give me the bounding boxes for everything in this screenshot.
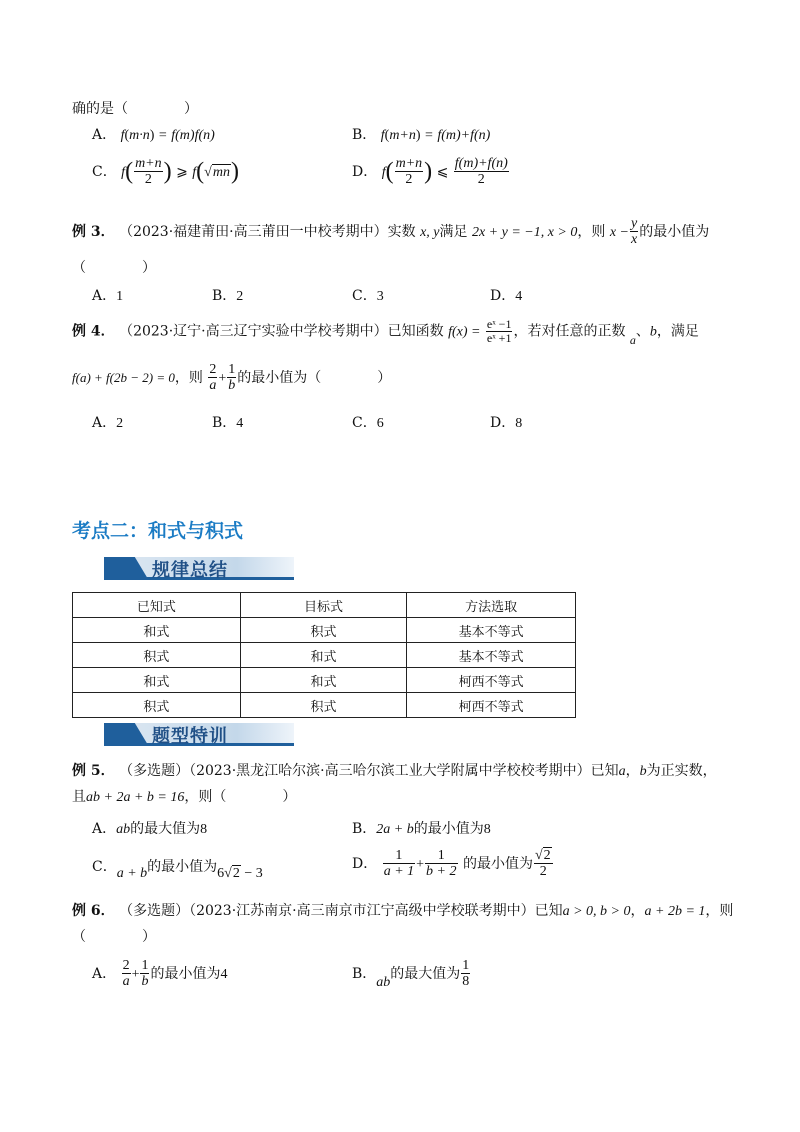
example-tag: 例 4． — [72, 323, 115, 340]
math-condition: a + 2b = 1 — [644, 904, 706, 919]
ex5-option-b: B．2a + b的最小值为8 — [352, 821, 491, 837]
option-a: A． f(m·n) = f(m)f(n) — [92, 127, 215, 143]
math-expr: x − — [609, 224, 630, 240]
example-source: （多选题）（2023·江苏南京·高三南京市江宁高级中学校联考期中）已知 — [119, 903, 563, 919]
option-label: C． — [92, 163, 117, 180]
math-func: f(x) = — [448, 324, 481, 340]
radicand: mn — [212, 164, 230, 180]
math-fn: f — [380, 128, 385, 143]
example-tag: 例 3． — [72, 223, 115, 240]
stem-text: 确的是（ — [72, 101, 128, 117]
table-cell: 基本不等式 — [407, 618, 576, 643]
math-eq: = — [158, 128, 167, 143]
ex6-option-a: A． $\frac{2}{a}$ + $\frac{1}{b}$ 的最小值为4 — [92, 958, 228, 990]
fraction: $\frac{1}{b}$ — [228, 362, 236, 394]
table-cell: 和式 — [240, 643, 407, 668]
math-arg: m+n — [389, 128, 416, 143]
stem-close-paren: ） — [184, 101, 198, 117]
math-relation: ⩾ — [176, 164, 188, 180]
table-header: 目标式 — [240, 593, 407, 618]
table-header: 已知式 — [73, 593, 241, 618]
math-condition: 2x + y = −1, x > 0 — [471, 224, 578, 240]
table-row — [73, 643, 576, 668]
ex5-option-c: C．a + b的最小值为6√2 − 3 — [92, 859, 263, 881]
section-heading: 考点二：和式与积式 — [72, 520, 244, 542]
fraction: $\frac{2}{a}$ — [209, 362, 217, 394]
table-cell: 和式 — [73, 618, 241, 643]
fraction: $\frac{1}{b}$ — [141, 958, 149, 990]
example-source: （多选题）（2023·黑龙江哈尔滨·高三哈尔滨工业大学附属中学校校考期中）已知 — [119, 763, 619, 779]
example-source: （2023·辽宁·高三辽宁实验中学校考期中）已知函数 — [119, 323, 444, 340]
table-cell: 柯西不等式 — [407, 693, 576, 718]
example-6: 例 6． （多选题）（2023·江苏南京·高三南京市江宁高级中学校联考期中）已知a > 0, b > 0，a + 2b = 1，则 — [72, 903, 734, 919]
fraction: $\frac{f(m)+f(n)}{2}$ — [454, 156, 508, 188]
ex4-option-d: D．8 — [490, 415, 523, 431]
table-row — [73, 618, 576, 643]
math-rhs: f(m)+f(n) — [437, 128, 491, 143]
option-label: B． — [352, 127, 377, 143]
banner-rules-summary — [104, 557, 294, 581]
table-cell: 和式 — [240, 668, 407, 693]
ex3-option-b: B．2 — [212, 288, 244, 304]
example-source: （2023·福建莆田·高三莆田一中校考期中）实数 — [119, 223, 416, 240]
fraction: $\frac{m+n}{2}$ — [135, 156, 162, 188]
ex4-option-c: C．6 — [352, 415, 384, 431]
ex3-option-a: A．1 — [92, 288, 124, 304]
math-condition: f(a) + f(2b − 2) = 0 — [72, 369, 175, 385]
ex5-option-d: D． $\frac{1}{a + 1}$ + $\frac{1}{b + 2}$ 的最小值为 $\frac{√2}{2}$ — [352, 848, 551, 880]
ex3-option-d: D．4 — [490, 288, 523, 304]
table-cell: 和式 — [73, 668, 241, 693]
banner-practice — [104, 723, 294, 747]
question-tail: 的最小值为（ ） — [237, 369, 392, 386]
fraction: $\frac{√2}{2}$ — [534, 848, 551, 880]
example-5: 例 5． （多选题）（2023·黑龙江哈尔滨·高三哈尔滨工业大学附属中学校校考期中）已知a，b为正实数， — [72, 763, 717, 779]
ex4-option-a: A．2 — [92, 415, 124, 431]
math-var-b: b — [649, 324, 657, 340]
math-var-a: a — [629, 332, 636, 347]
answer-blank: （ ） — [72, 929, 156, 945]
example-tag: 例 5． — [72, 763, 115, 779]
table-cell: 积式 — [240, 693, 407, 718]
ex5-option-a: A．ab的最大值为8 — [92, 821, 208, 837]
option-d: D． f( $\frac{m+n}{2}$ ) ⩽ $\frac{f(m)+f(n)}{2}$ — [352, 156, 508, 188]
example-tag: 例 6． — [72, 903, 115, 919]
example-3: 例 3． （2023·福建莆田·高三莆田一中校考期中）实数 x, y满足 2x + y = −1, x > 0，则 x − $\frac{y}{x}$ 的最小值为 — [72, 216, 710, 248]
math-eq: = — [425, 128, 433, 143]
question-tail: 的最小值为 — [639, 223, 710, 240]
math-condition: ab + 2a + b = 16 — [86, 790, 185, 805]
option-c: C． f( $\frac{m+n}{2}$ ) ⩾ f(√mn) — [92, 156, 239, 188]
method-table — [72, 592, 576, 718]
ex6-option-b: B．ab的最大值为 $\frac{1}{8}$ — [352, 958, 470, 990]
example-4-line2: f(a) + f(2b − 2) = 0，则 $\frac{2}{a}$ + $\frac{1}{b}$ 的最小值为（ ） — [72, 362, 392, 394]
option-label: D． — [352, 163, 378, 180]
fraction: $\frac{\text{eˣ −1}}{\text{eˣ +1}}$ — [486, 317, 512, 346]
example-5-line2: 且ab + 2a + b = 16，则（ ） — [72, 789, 297, 805]
table-cell: 积式 — [73, 643, 241, 668]
option-label: A． — [92, 127, 117, 143]
table-cell: 基本不等式 — [407, 643, 576, 668]
table-cell: 积式 — [240, 618, 407, 643]
answer-blank: （ ） — [72, 260, 156, 276]
math-arg: m·n — [129, 128, 150, 143]
table-header-row — [73, 593, 576, 618]
math-relation: ⩽ — [436, 164, 449, 180]
math-fn: f — [120, 128, 125, 143]
fraction: $\frac{1}{8}$ — [462, 958, 470, 990]
table-header: 方法选取 — [407, 593, 576, 618]
table-row — [73, 668, 576, 693]
fraction: $\frac{1}{a + 1}$ — [383, 848, 415, 880]
banner-title: 规律总结 — [152, 560, 228, 581]
ex4-option-b: B．4 — [212, 415, 244, 431]
fraction: $\frac{y}{x}$ — [631, 216, 638, 248]
option-b: B． f(m+n) = f(m)+f(n) — [352, 127, 491, 143]
math-vars: x, y — [420, 224, 440, 240]
math-rhs: f(m)f(n) — [171, 128, 215, 143]
example-4: 例 4． （2023·辽宁·高三辽宁实验中学校考期中）已知函数 f(x) = $\frac{\text{eˣ −1}}{\text{eˣ +1}}$ ，若对任意的正数 a、b，满足 — [72, 317, 699, 347]
question-stem-tail — [72, 98, 198, 118]
ex3-option-c: C．3 — [352, 288, 384, 304]
fraction: $\frac{m+n}{2}$ — [395, 156, 423, 188]
table-row — [73, 693, 576, 718]
math-condition: a > 0, b > 0 — [562, 904, 631, 919]
table-cell: 柯西不等式 — [407, 668, 576, 693]
table-cell: 积式 — [73, 693, 241, 718]
fraction: $\frac{1}{b + 2}$ — [426, 848, 457, 880]
banner-title: 题型特训 — [152, 726, 228, 747]
fraction: $\frac{2}{a}$ — [122, 958, 130, 990]
question-tail: ，则（ ） — [184, 789, 297, 805]
